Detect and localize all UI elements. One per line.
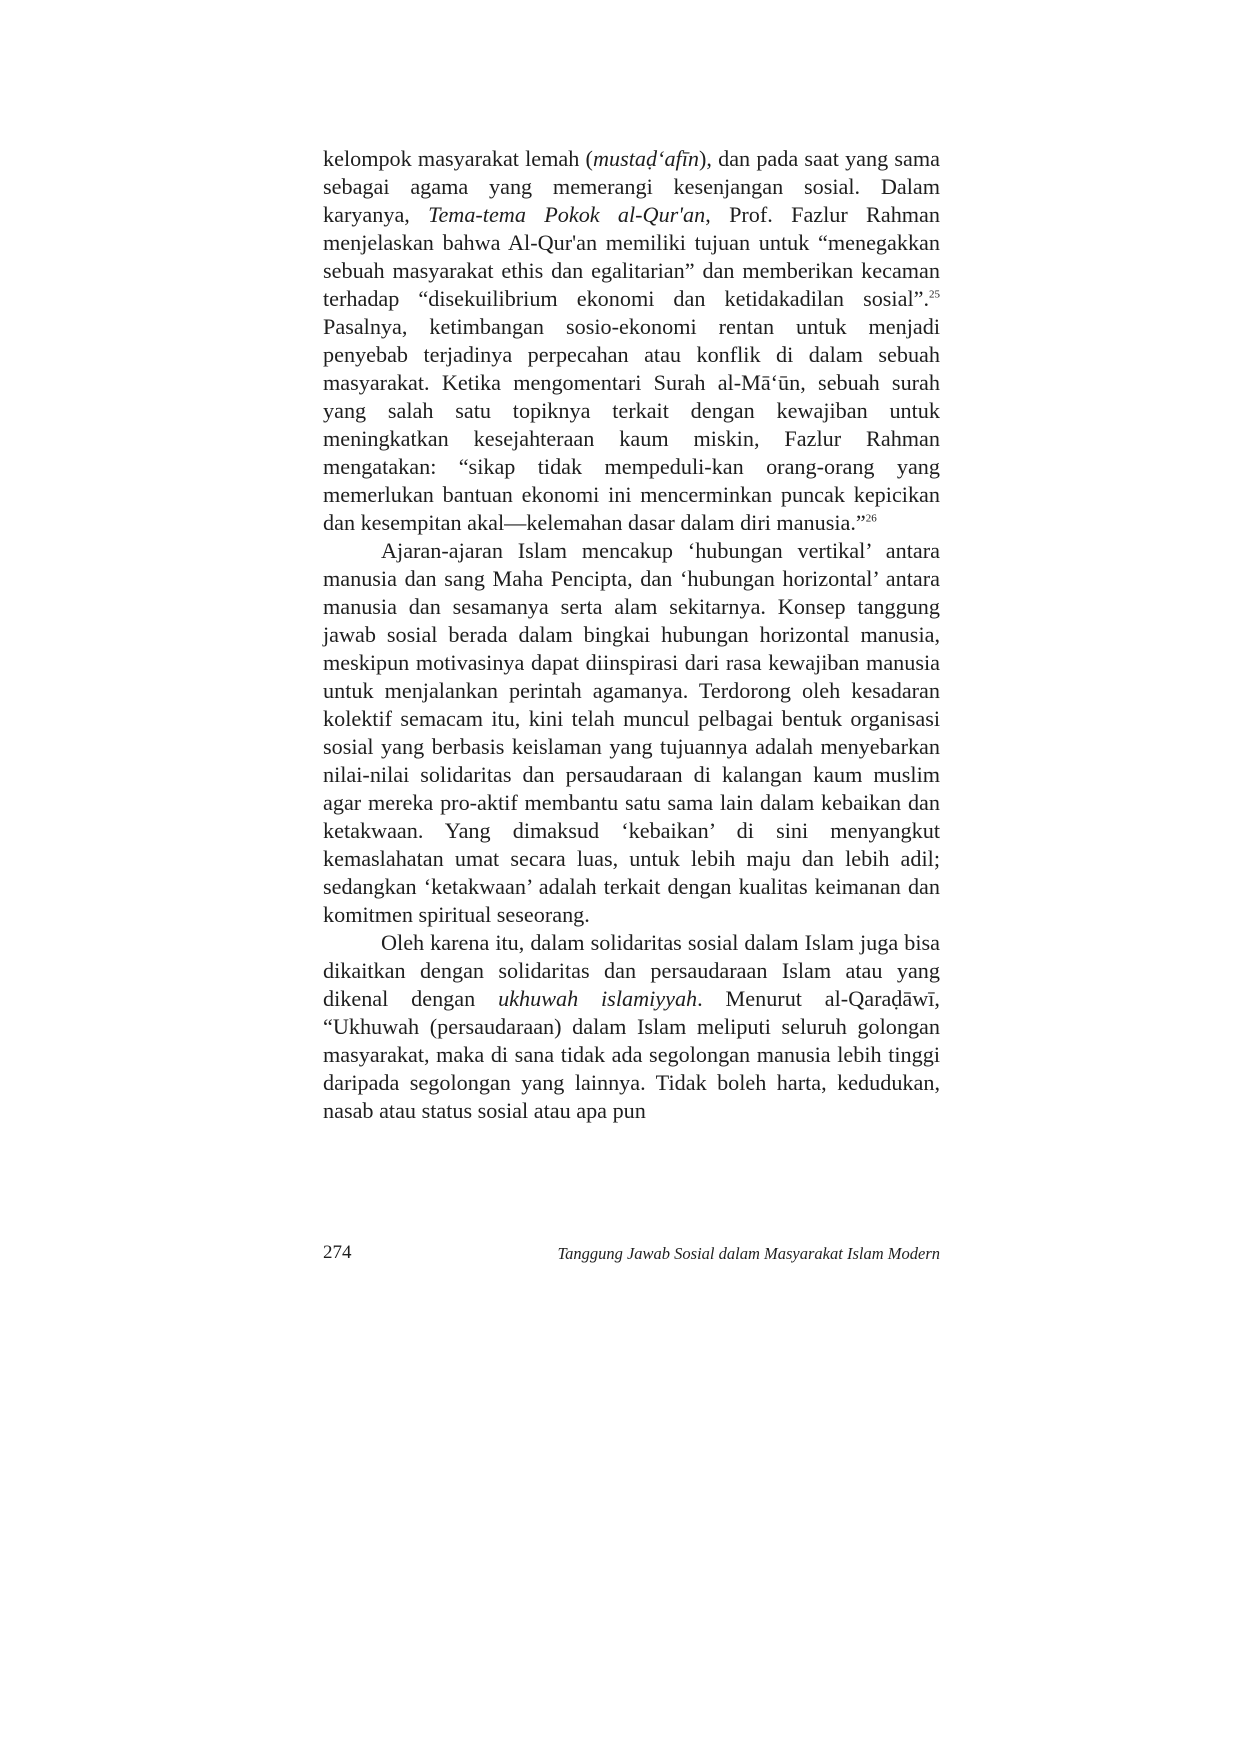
- paragraph-3: [323, 929, 940, 1125]
- body-text: [323, 145, 940, 1125]
- text-run: ), dan pada saat yang sama sebagai agama yang memerangi kesenjangan sosial. Dalam karyanya,: [323, 146, 940, 227]
- text-run: . Menurut al-Qaraḍāwī, “Ukhuwah (persaudaraan) dalam Islam meliputi seluruh golongan masyarakat, maka di sana tidak ada segolongan manusia lebih tinggi daripada segolongan yang lainnya. Tidak boleh harta, kedudukan, nasab atau status sosial atau apa pun: [323, 986, 940, 1123]
- page-footer: [323, 1242, 940, 1272]
- text-run: Oleh karena itu, dalam solidaritas sosial dalam Islam juga bisa dikaitkan dengan solidaritas dan persaudaraan Islam atau yang dikenal dengan: [323, 930, 940, 1011]
- italic-term: ukhuwah islamiyyah: [498, 986, 698, 1011]
- text-run: Pasalnya, ketimbangan sosio-ekonomi rentan untuk menjadi penyebab terjadinya perpecahan atau konflik di dalam sebuah masyarakat. Ketika mengomentari Surah al-Mā‘ūn, sebuah surah yang salah satu topiknya terkait dengan kewajiban untuk meningkatkan kesejahteraan kaum miskin, Fazlur Rahman mengatakan: “sikap tidak mempeduli-kan orang-orang yang memerlukan bantuan ekonomi ini mencerminkan puncak kepicikan dan kesempitan akal—kelemahan dasar dalam diri manusia.”: [323, 314, 940, 535]
- book-title: Tema-tema Pokok al-Qur'an: [428, 202, 706, 227]
- text-run: kelompok masyarakat lemah (: [323, 146, 593, 171]
- paragraph-1: [323, 145, 940, 537]
- italic-term: mustaḍ‘afīn: [592, 146, 699, 171]
- text-run: , Prof. Fazlur Rahman menjelaskan bahwa Al-Qur'an memiliki tujuan untuk “menegakkan sebuah masyarakat ethis dan egalitarian” dan memberikan kecaman terhadap “disekuilibrium ekonomi dan ketidakadilan sosial”.: [323, 202, 940, 311]
- footnote-marker[interactable]: 26: [865, 512, 877, 525]
- footnote-marker[interactable]: 25: [929, 288, 940, 301]
- page-number: 274: [323, 1242, 352, 1263]
- running-title: Tanggung Jawab Sosial dalam Masyarakat Islam Modern: [557, 1244, 940, 1263]
- paragraph-2: Ajaran-ajaran Islam mencakup ‘hubungan vertikal’ antara manusia dan sang Maha Pencipta, dan ‘hubungan horizontal’ antara manusia dan sesamanya serta alam sekitarnya. Konsep tanggung jawab sosial berada dalam bingkai hubungan horizontal manusia, meskipun motivasinya dapat diinspirasi dari rasa kewajiban manusia untuk menjalankan perintah agamanya. Terdorong oleh kesadaran kolektif semacam itu, kini telah muncul pelbagai bentuk organisasi sosial yang berbasis keislaman yang tujuannya adalah menyebarkan nilai-nilai solidaritas dan persaudaraan di kalangan kaum muslim agar mereka pro-aktif membantu satu sama lain dalam kebaikan dan ketakwaan. Yang dimaksud ‘kebaikan’ di sini menyangkut kemaslahatan umat secara luas, untuk lebih maju dan lebih adil; sedangkan ‘ketakwaan’ adalah terkait dengan kualitas keimanan dan komitmen spiritual seseorang.: [323, 538, 940, 927]
